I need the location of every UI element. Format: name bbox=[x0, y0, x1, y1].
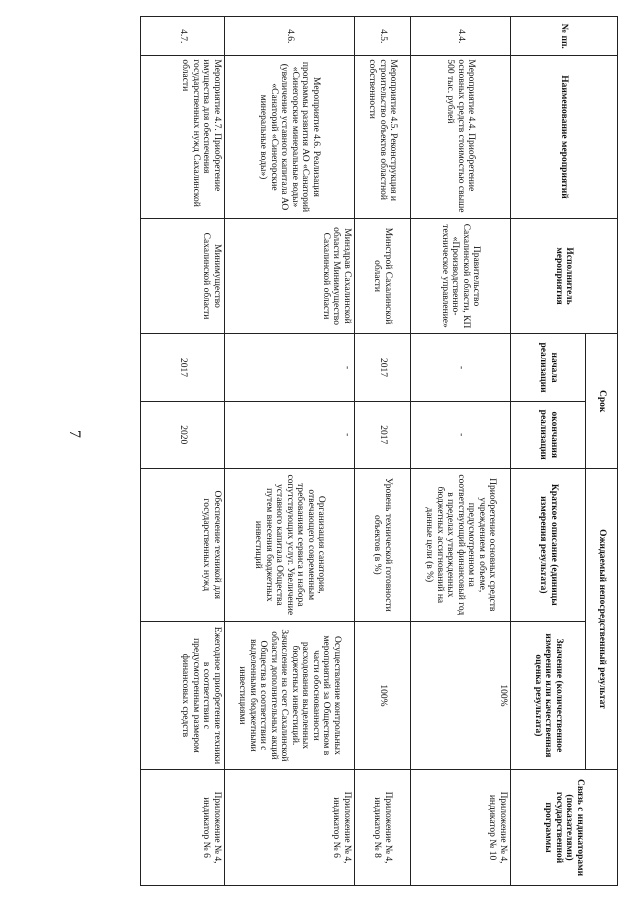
col-header-name: Наименование мероприятий bbox=[511, 56, 618, 218]
table-row bbox=[411, 17, 511, 886]
row-num: 4.7. bbox=[141, 17, 225, 56]
row-end: - bbox=[411, 401, 511, 468]
row-num: 4.6. bbox=[225, 17, 355, 56]
activities-table bbox=[140, 16, 618, 886]
table-row bbox=[141, 17, 225, 886]
col-header-link: Связь с индикаторами (показателями) государственной программы bbox=[511, 770, 618, 886]
row-name: Мероприятие 4.5. Реконструкция и строительство объектов областной собственности bbox=[355, 56, 411, 218]
row-executor: Минстрой Сахалинской области bbox=[355, 218, 411, 334]
row-desc: Обеспечение техникой для государственных нужд bbox=[141, 468, 225, 621]
row-link: Приложение № 4, индикатор № 6 bbox=[225, 770, 355, 886]
table-row bbox=[225, 17, 355, 886]
page-number: 7 bbox=[66, 430, 83, 438]
table-row bbox=[355, 17, 411, 886]
col-header-term-start: начала реализации bbox=[511, 334, 586, 401]
col-header-result-desc: Краткое описание (единицы измерения результата) bbox=[511, 468, 586, 621]
row-num: 4.4. bbox=[411, 17, 511, 56]
col-header-result: Ожидаемый непосредственный результат bbox=[586, 468, 618, 769]
row-start: - bbox=[225, 334, 355, 401]
row-start: 2017 bbox=[355, 334, 411, 401]
row-desc: Организация санатория, отвечающего современным требованиям сервиса и набора сопутствующих услуг. Увеличение уставного капитала Общества путем внесения бюджетных инвестиций bbox=[225, 468, 355, 621]
row-name: Мероприятие 4.7. Приобретение имущества для обеспечения государственных нужд Сахалинской области bbox=[141, 56, 225, 218]
row-link: Приложение № 4, индикатор № 6 bbox=[141, 770, 225, 886]
row-desc: Приобретение основных средств учреждением в объеме, предусмотренном на соответствующий финансовый год в пределах утвержденных бюджетных ассигнований на данные цели (в %) bbox=[411, 468, 511, 621]
col-header-term: Срок bbox=[586, 334, 618, 468]
row-end: - bbox=[225, 401, 355, 468]
row-value: 100% bbox=[355, 621, 411, 769]
row-value: Осуществление контрольных мероприятий за Обществом в части обоснованности расходования выделенных бюджетных инвестиций. Зачисление на счет Сахалинской области дополнительных акций Общества в соответствии с выделенными бюджетными инвестициями bbox=[225, 621, 355, 769]
row-desc: Уровень технической готовности объектов (в %) bbox=[355, 468, 411, 621]
row-start: 2017 bbox=[141, 334, 225, 401]
col-header-term-end: окончания реализации bbox=[511, 401, 586, 468]
col-header-executor: Исполнитель мероприятия bbox=[511, 218, 618, 334]
row-end: 2017 bbox=[355, 401, 411, 468]
row-value: 100% bbox=[411, 621, 511, 769]
row-name: Мероприятие 4.4. Приобретение основных средств стоимостью свыше 500 тыс. рублей bbox=[411, 56, 511, 218]
row-link: Приложение № 4, индикатор № 8 bbox=[355, 770, 411, 886]
row-num: 4.5. bbox=[355, 17, 411, 56]
row-executor: Минимущество Сахалинской области bbox=[141, 218, 225, 334]
row-name: Мероприятие 4.6. Реализация программы развития АО «Санаторий «Синегорские минеральные воды» (увеличение уставного капитала АО «Санаторий «Синегорские минеральные воды») bbox=[225, 56, 355, 218]
row-executor: Минздрав Сахалинской области Минимущество Сахалинской области bbox=[225, 218, 355, 334]
row-value: Ежегодное приобретение техники в соответствии с предусмотренным размером финансовых средств bbox=[141, 621, 225, 769]
row-executor: Правительство Сахалинской области, КП «Производственно-техническое управление» bbox=[411, 218, 511, 334]
row-end: 2020 bbox=[141, 401, 225, 468]
header-row-1 bbox=[586, 17, 618, 886]
row-start: - bbox=[411, 334, 511, 401]
col-header-num: № пп. bbox=[511, 17, 618, 56]
col-header-result-value: Значение (количественное измерение или качественная оценка результата) bbox=[511, 621, 586, 769]
rotated-table-container bbox=[140, 16, 618, 886]
row-link: Приложение № 4, индикатор № 10 bbox=[411, 770, 511, 886]
